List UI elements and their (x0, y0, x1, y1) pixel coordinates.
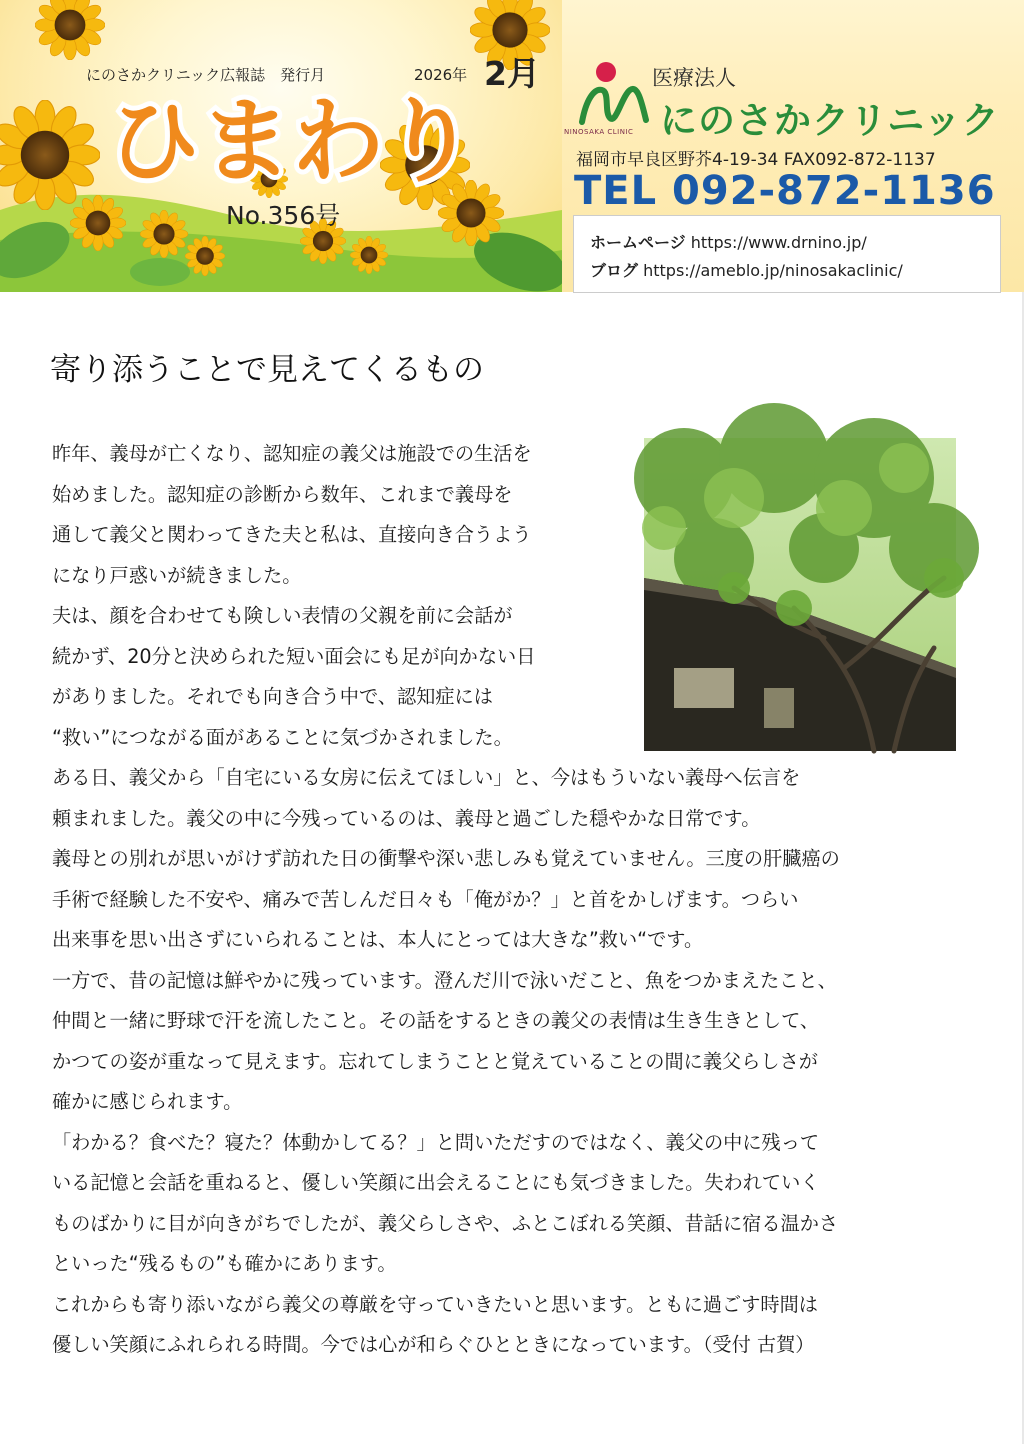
article-line: いる記憶と会話を重ねると、優しい笑顔に出会えることにも気づきました。失われていく (52, 1171, 820, 1194)
clinic-address: 福岡市早良区野芥4-19-34 FAX092-872-1137 (576, 150, 936, 170)
article-line: 一方で、昔の記憶は鮮やかに残っています。澄んだ川で泳いだこと、魚をつかまえたこと、 (52, 968, 837, 992)
article-body-wide (52, 758, 982, 1366)
article-line: がありました。それでも向き合う中で、認知症には (52, 685, 493, 708)
article-body-narrow (52, 434, 632, 758)
blog-label: ブログ (590, 261, 639, 280)
article-line: 仲間と一緒に野球で汗を流したこと。その話をするときの義父の表情は生き生きとして、 (52, 1009, 820, 1032)
tree-photo (644, 438, 956, 751)
article-line: になり戸惑いが続きました。 (52, 563, 302, 587)
newsletter-label: にのさかクリニック広報誌 発行月 (86, 66, 326, 84)
article-line: 通して義父と関わってきた夫と私は、直接向き合うよう (52, 523, 532, 546)
homepage-link[interactable]: https://www.drnino.jp/ (690, 233, 867, 252)
issue-month: 2月 (484, 54, 540, 93)
article-line: 始めました。認知症の診断から数年、これまで義母を (52, 482, 513, 506)
blog-link[interactable]: https://ameblo.jp/ninosakaclinic/ (643, 261, 903, 280)
article-line: 義母との別れが思いがけず訪れた日の衝撃や深い悲しみも覚えていません。三度の肝臓癌の (52, 847, 840, 870)
corp-label: 医療法人 (652, 66, 736, 90)
newsletter-title-logo (98, 78, 477, 198)
article-line: 出来事を思い出さずにいられることは、本人にとっては大きな”救い“です。 (52, 928, 704, 951)
homepage-label: ホームページ (590, 233, 686, 252)
clinic-logo-icon (576, 60, 656, 128)
article-line: といった“残るもの”も確かにあります。 (52, 1252, 397, 1275)
article-line: 優しい笑顔にふれられる時間。今では心が和らぐひとときになっています。（受付 古賀） (52, 1333, 815, 1356)
article-line: ものばかりに目が向きがちでしたが、義父らしさや、ふとこぼれる笑顔、昔話に宿る温かさ (52, 1211, 839, 1235)
article-line: 続かず、20分と決められた短い面会にも足が向かない日 (52, 644, 536, 668)
article-title: 寄り添うことで見えてくるもの (50, 352, 484, 388)
newsletter-title: ひまわり (108, 88, 477, 195)
article-line: ある日、義父から「自宅にいる女房に伝えてほしい」と、今はもういない義母へ伝言を (52, 766, 801, 789)
article-line: 夫は、顔を合わせても険しい表情の父親を前に会話が (52, 604, 513, 627)
article-line: 頼まれました。義父の中に今残っているのは、義母と過ごした穏やかな日常です。 (52, 806, 761, 830)
issue-number: No.356号 (226, 201, 341, 230)
issue-year: 2026年 (414, 66, 468, 84)
article-line: 「わかる？食べた？寝た？体動かしてる？」と問いただすのではなく、義父の中に残って (52, 1130, 820, 1154)
clinic-tel: TEL 092-872-1136 (574, 168, 996, 214)
url-box (573, 215, 1001, 293)
homepage-row (590, 230, 867, 253)
article-line: “救い”につながる面があることに気づかされました。 (52, 725, 513, 749)
article-line: かつての姿が重なって見えます。忘れてしまうことと覚えていることの間に義父らしさが (52, 1049, 818, 1073)
clinic-name: にのさかクリニック (660, 99, 1000, 142)
article-line: 手術で経験した不安や、痛みで苦しんだ日々も「俺がか？」と首をかしげます。つらい (52, 887, 799, 911)
article-line: 確かに感じられます。 (52, 1090, 243, 1113)
sunflower-banner (0, 0, 562, 292)
clinic-logo-text: NINOSAKA CLINIC (564, 128, 634, 136)
article-line: 昨年、義母が亡くなり、認知症の義父は施設での生活を (52, 442, 532, 465)
blog-row (590, 258, 903, 281)
article-line: これからも寄り添いながら義父の尊厳を守っていきたいと思います。ともに過ごす時間は (52, 1292, 818, 1316)
